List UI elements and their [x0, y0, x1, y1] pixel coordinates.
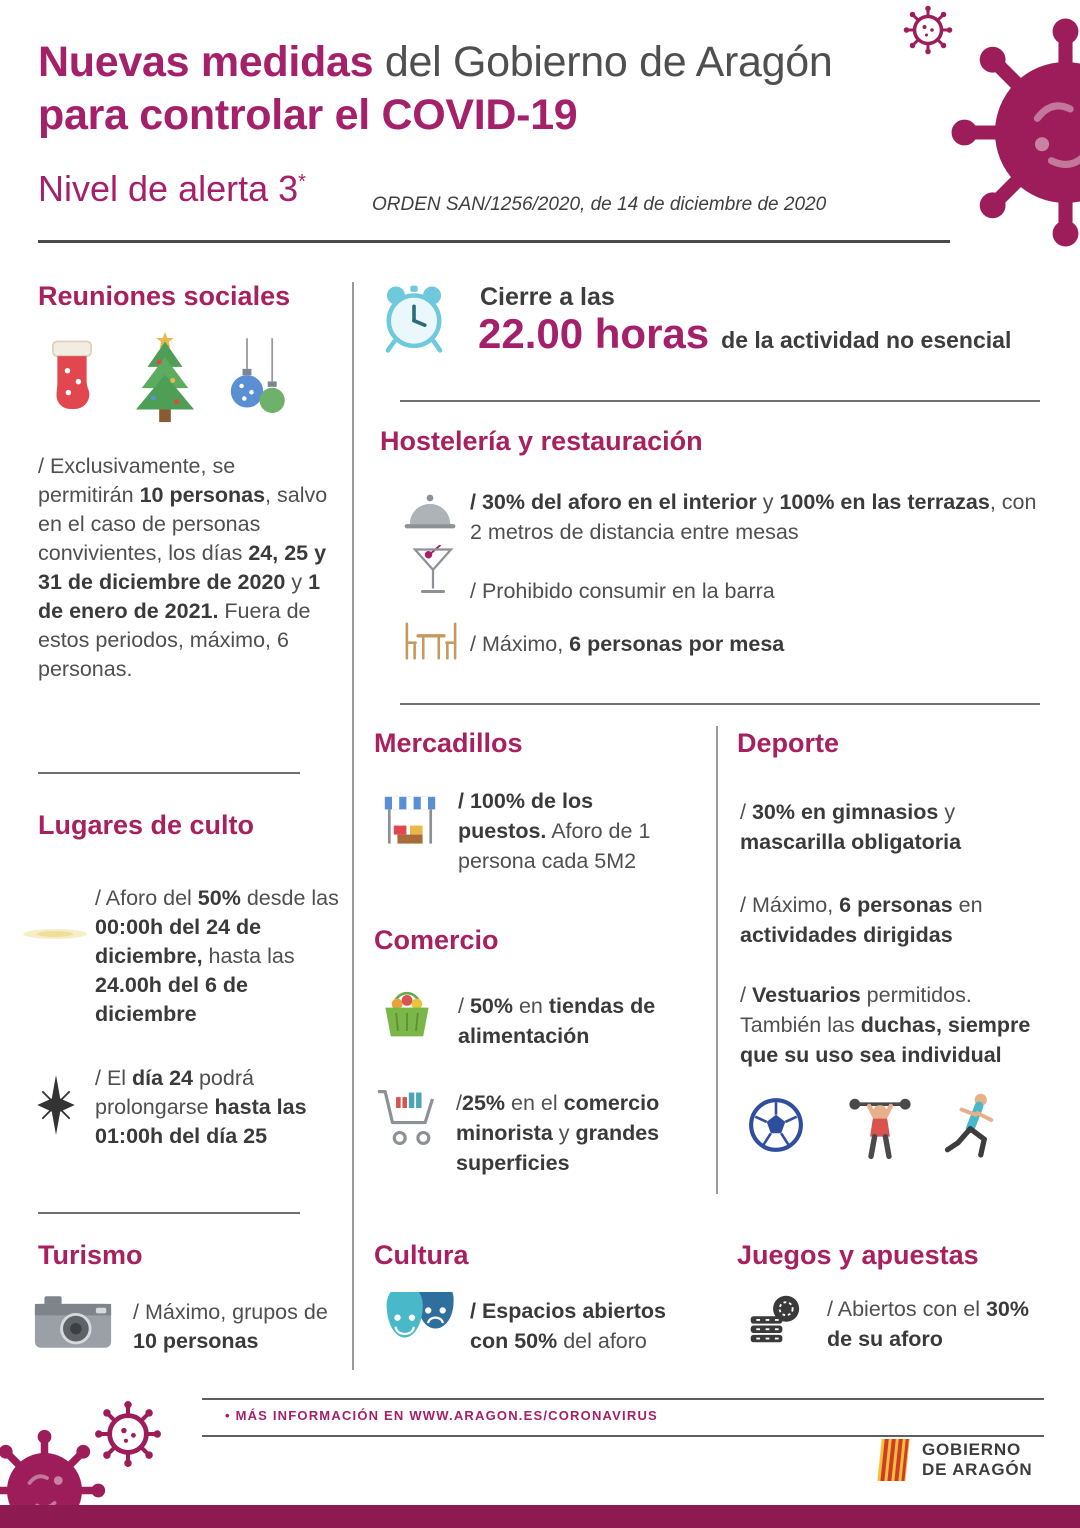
aragon-shield-icon [876, 1437, 912, 1483]
closure-divider [400, 400, 1040, 402]
theater-masks-icon [383, 1292, 459, 1356]
logo-line-1: GOBIERNO [922, 1440, 1021, 1459]
camera-icon [33, 1292, 113, 1352]
reuniones-text: / Exclusivamente, se permitirán 10 personas, salvo en el caso de personas convivientes, los días 24, 25 y 31 de diciembre de 2020 y 1 de enero de 2021. Fuera de estos periodos, máximo, 6 personas. [38, 454, 328, 681]
culto-text-2: / El día 24 podrá prolongarse hasta las 01:00h del día 25 [95, 1066, 307, 1148]
christmas-tree-icon [126, 330, 204, 425]
cocktail-icon [412, 545, 454, 599]
market-stall-icon [383, 793, 437, 851]
juegos-text: / Abiertos con el 30% de su aforo [827, 1297, 1029, 1351]
alert-level-text: Nivel de alerta 3 [38, 168, 299, 209]
mercadillos-text: / 100% de los puestos. Aforo de 1 persona cada 5M2 [458, 789, 651, 873]
sun-glow-icon [20, 922, 90, 946]
table-chairs-icon [400, 620, 462, 662]
deporte-text-3: / Vestuarios permitidos. También las duchas, siempre que su uso sea individual [740, 983, 1031, 1067]
hosteleria-text-3: / Máximo, 6 personas por mesa [470, 632, 785, 656]
deporte-text-1: / 30% en gimnasios y mascarilla obligatoria [740, 800, 962, 854]
closure-time: 22.00 horas [478, 310, 710, 357]
deporte-text-2: / Máximo, 6 personas en actividades dirigidas [740, 893, 983, 947]
section-title-deporte: Deporte [737, 728, 840, 758]
hosteleria-text-1: / 30% del aforo en el interior y 100% en las terrazas, con 2 metros de distancia entre mesas [470, 490, 1037, 544]
section-title-culto: Lugares de culto [38, 810, 255, 840]
left-divider-2 [38, 1212, 300, 1214]
comercio-text-1: / 50% en tiendas de alimentación [458, 994, 656, 1048]
footer-info-text: • MÁS INFORMACIÓN EN WWW.ARAGON.ES/CORONAVIRUS [225, 1408, 658, 1423]
footer-divider-top [202, 1398, 1044, 1400]
footer-divider-bottom [202, 1435, 1044, 1437]
poker-chips-icon [747, 1290, 801, 1348]
section-title-juegos: Juegos y apuestas [737, 1240, 979, 1270]
soccer-ball-icon [747, 1096, 805, 1154]
closure-intro: Cierre a las [480, 283, 615, 311]
header-divider [38, 240, 950, 243]
alert-level [38, 168, 306, 210]
closure-line [478, 310, 1011, 358]
culto-text-1: / Aforo del 50% desde las 00:00h del 24 de diciembre, hasta las 24.00h del 6 de diciembre [95, 886, 339, 1026]
main-vertical-divider [352, 282, 354, 1370]
logo-line-2: DE ARAGÓN [922, 1460, 1033, 1479]
cloche-icon [403, 492, 457, 536]
section-title-hosteleria: Hostelería y restauración [380, 426, 703, 456]
order-reference: ORDEN SAN/1256/2020, de 14 de diciembre de 2020 [372, 194, 827, 215]
section-title-mercadillos: Mercadillos [374, 728, 523, 758]
turismo-text: / Máximo, grupos de 10 personas [133, 1300, 328, 1353]
hosteleria-text-2: / Prohibido consumir en la barra [470, 579, 775, 603]
runner-icon [943, 1092, 1001, 1162]
grocery-basket-icon [380, 986, 434, 1040]
closure-scope: de la actividad no esencial [721, 327, 1012, 353]
cultura-text: / Espacios abiertos con 50% del aforo [470, 1299, 666, 1353]
coronavirus-icon [903, 5, 953, 55]
section-title-turismo: Turismo [38, 1240, 143, 1270]
section-title-reuniones: Reuniones sociales [38, 281, 291, 311]
alarm-clock-icon [378, 282, 450, 354]
christmas-stocking-icon [40, 336, 104, 420]
shopping-cart-icon [374, 1088, 440, 1148]
coronavirus-icon [948, 15, 1080, 250]
section-title-comercio: Comercio [374, 925, 499, 955]
section-title-cultura: Cultura [374, 1240, 469, 1270]
hosteleria-divider [400, 703, 1040, 705]
bottom-bar [0, 1505, 1080, 1528]
page-title: Nuevas medidas del Gobierno de Aragón para controlar el COVID-19 [38, 38, 833, 139]
alert-asterisk: * [298, 171, 306, 193]
star-icon [26, 1075, 86, 1135]
left-divider-1 [38, 772, 300, 774]
aragon-logo-text [922, 1440, 1032, 1480]
right-vertical-divider [716, 726, 718, 1194]
weightlifter-icon [843, 1088, 917, 1160]
comercio-text-2: /25% en el comercio minorista y grandes superficies [456, 1091, 660, 1175]
baubles-icon [220, 338, 292, 424]
